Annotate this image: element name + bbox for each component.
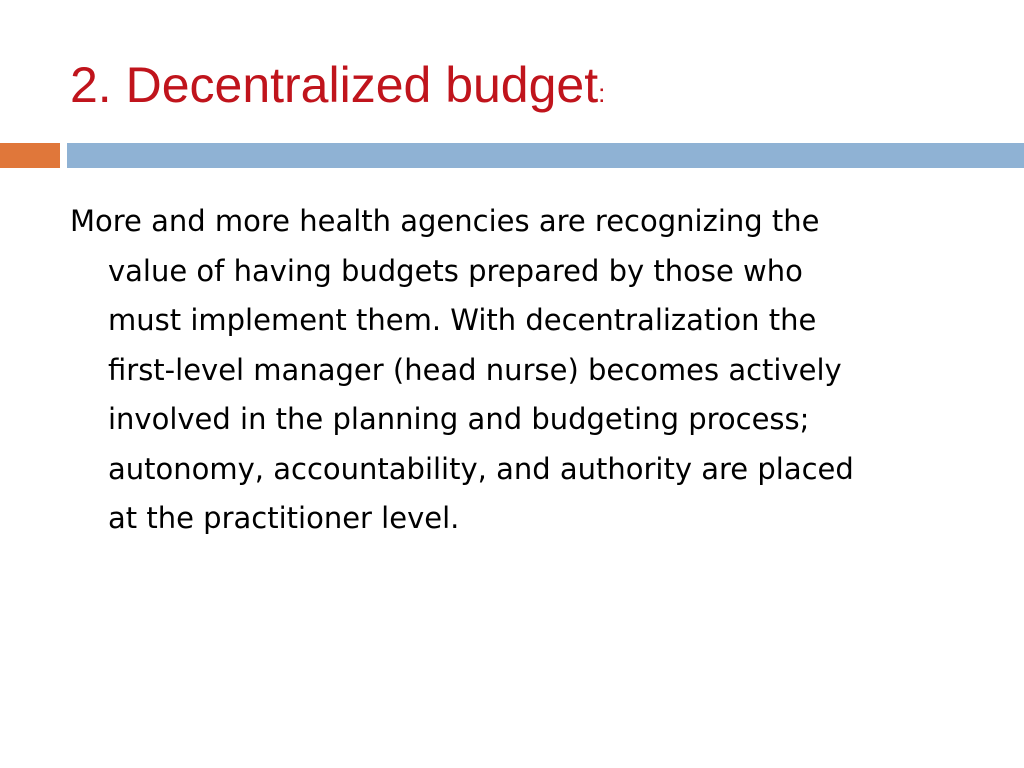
slide-title-colon: : bbox=[598, 78, 606, 108]
body-line: More and more health agencies are recognizing the bbox=[70, 204, 820, 238]
body-line: first-level manager (head nurse) becomes actively bbox=[108, 352, 842, 387]
body-line: at the practitioner level. bbox=[108, 501, 460, 535]
body-line: must implement them. With decentralization the bbox=[108, 303, 817, 337]
slide-title bbox=[70, 58, 605, 113]
body-line: value of having budgets prepared by those who bbox=[108, 253, 803, 288]
body-line: involved in the planning and budgeting process; bbox=[108, 402, 810, 436]
slide-body-paragraph bbox=[70, 197, 965, 544]
title-divider-bar bbox=[67, 143, 1024, 168]
body-line: autonomy, accountability, and authority are placed bbox=[108, 451, 854, 486]
title-accent-bar bbox=[0, 143, 60, 168]
slide-title-text: 2. Decentralized budget bbox=[70, 57, 599, 113]
